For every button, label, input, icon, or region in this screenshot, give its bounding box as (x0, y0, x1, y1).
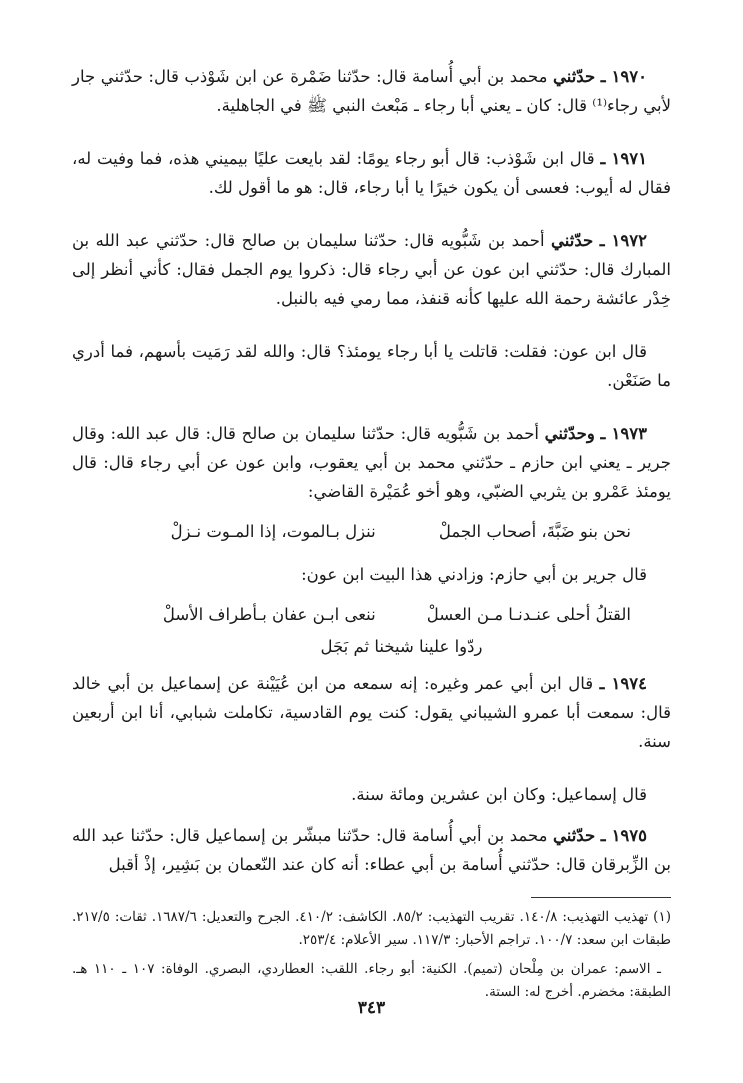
hadith-number: ١٩٧٠ ـ (600, 67, 647, 86)
verse-hemistich-2: ننزل بـالموت، إذا المـوت نـزلْ (170, 522, 376, 541)
hadith-1972 (72, 226, 671, 313)
hadith-number: ١٩٧٥ ـ (600, 826, 648, 845)
hadith-number: ١٩٧١ ـ (600, 149, 647, 168)
hadith-keyword: حدّثني (552, 826, 596, 845)
hadith-1974 (72, 669, 671, 756)
footnote-1: (١) تهذيب التهذيب: ١٤٠/٨. تقريب التهذيب: ٨٥/٢. الكاشف: ٤١٠/٢. الجرح والتعديل: ١٦٨٧/٦. ثقات: ٢١٧/٥. طبقات ابن سعد: ١٠٠/٧. تراجم الأحبار: ١١٧/٣. سير الأعلام: ٢٥٣/٤. (72, 909, 671, 948)
verse-hemistich-2: ننعى ابـن عفان بـأطراف الأسلْ (162, 605, 376, 624)
hadith-1971 (72, 144, 671, 202)
hadith-1972-continuation (72, 337, 671, 395)
verse-1 (72, 518, 671, 546)
hadith-text: محمد بن أبي أُسامة قال: حدّثنا ضَمْرة عن ابن شَوْذب قال: حدّثني جار لأبي رجاء⁽¹⁾ قال: كان ـ يعني أبا رجاء ـ مَبْعث النبي ﷺ في الجاهلية. (72, 67, 671, 115)
hadith-text: قال جرير بن أبي حازم: وزادني هذا البيت ابن عون: (301, 565, 647, 584)
hadith-1974-continuation (72, 780, 671, 809)
verse-3: ردّوا علينا شيخنا ثم بَجَل (320, 637, 483, 656)
hadith-keyword: وحدّثني (544, 424, 595, 443)
hadith-text: محمد بن أبي أُسامة قال: حدّثنا مبشّر بن إسماعيل قال: حدّثنا عبد الله بن الزِّبرقان قال: حدّثني أُسامة بن أبي عطاء: أنه كان عند النّعمان بن بَشِير، إذْ أقبل (72, 826, 671, 874)
hadith-text: أحمد بن شَبُّويه قال: حدّثنا سليمان بن صالح قال: قال عبد الله: وقال جرير ـ يعني ابن حازم ـ حدّثني محمد بن أبي يعقوب، وابن عون عن أبي رجاء قال: قال يومئذ عَمْرو بن يثربي الضبّي، وهو أخو عُمَيْرة القاضي: (72, 424, 671, 501)
hadith-text: قال ابن عون: فقلت: قاتلت يا أبا رجاء يومئذ؟ قال: والله لقد رَمَيت بأسهم، فما أدري ما صَنَعْن. (72, 342, 671, 390)
verse-hemistich-1: نحن بنو ضَبَّةَ، أصحاب الجملْ (438, 522, 631, 541)
hadith-text: قال ابن شَوْذب: قال أبو رجاء يومًا: لقد بايعت عليًا بيميني هذه، فما وفيت له، فقال له أيوب: فعسى أن يكون خيرًا يا أبا رجاء، قال: هو ما أقول لك. (72, 149, 671, 197)
page-number: ٣٤٣ (357, 998, 386, 1018)
hadith-1970 (72, 62, 671, 120)
hadith-number: ١٩٧٢ ـ (599, 231, 647, 250)
hadith-keyword: حدّثني (552, 67, 596, 86)
hadith-1973 (72, 419, 671, 506)
verse-2 (72, 601, 671, 629)
hadith-number: ١٩٧٤ ـ (599, 674, 647, 693)
footnote-2: ـ الاسم: عمران بن مِلْحان (تميم). الكنية: أبو رجاء. اللقب: العطاردي، البصري. الوفاة: ١٠٧ ـ ١١٠ هـ. الطبقة: مخضرم. أخرج له: الستة. (72, 961, 671, 1000)
hadith-number: ١٩٧٣ ـ (600, 424, 647, 443)
hadith-1975 (72, 821, 671, 879)
verse-hemistich-1: القتلُ أحلى عنـدنـا مـن العسلْ (426, 605, 631, 624)
hadith-text: قال إسماعيل: وكان ابن عشرين ومائة سنة. (351, 785, 647, 804)
page-body (72, 62, 671, 1083)
hadith-1973-continuation (72, 560, 671, 589)
hadith-keyword: حدّثني (551, 231, 594, 250)
hadith-text: أحمد بن شَبُّويه قال: حدّثنا سليمان بن صالح قال: حدّثني عبد الله بن المبارك قال: حدّثني ابن عون عن أبي رجاء قال: ذكروا يوم الجمل فقال: كأني أنظر إلى خِدْر عائشة رحمة الله عليها كأنه قنفذ، مما رمي فيه بالنبل. (72, 231, 671, 308)
hadith-text: قال ابن أبي عمر وغيره: إنه سمعه من ابن عُيَيْنة عن إسماعيل بن أبي خالد قال: سمعت أبا عمرو الشيباني يقول: كنت يوم القادسية، تكاملت شبابي، أنا ابن أربعين سنة. (72, 674, 671, 751)
footnote-separator (531, 897, 671, 898)
